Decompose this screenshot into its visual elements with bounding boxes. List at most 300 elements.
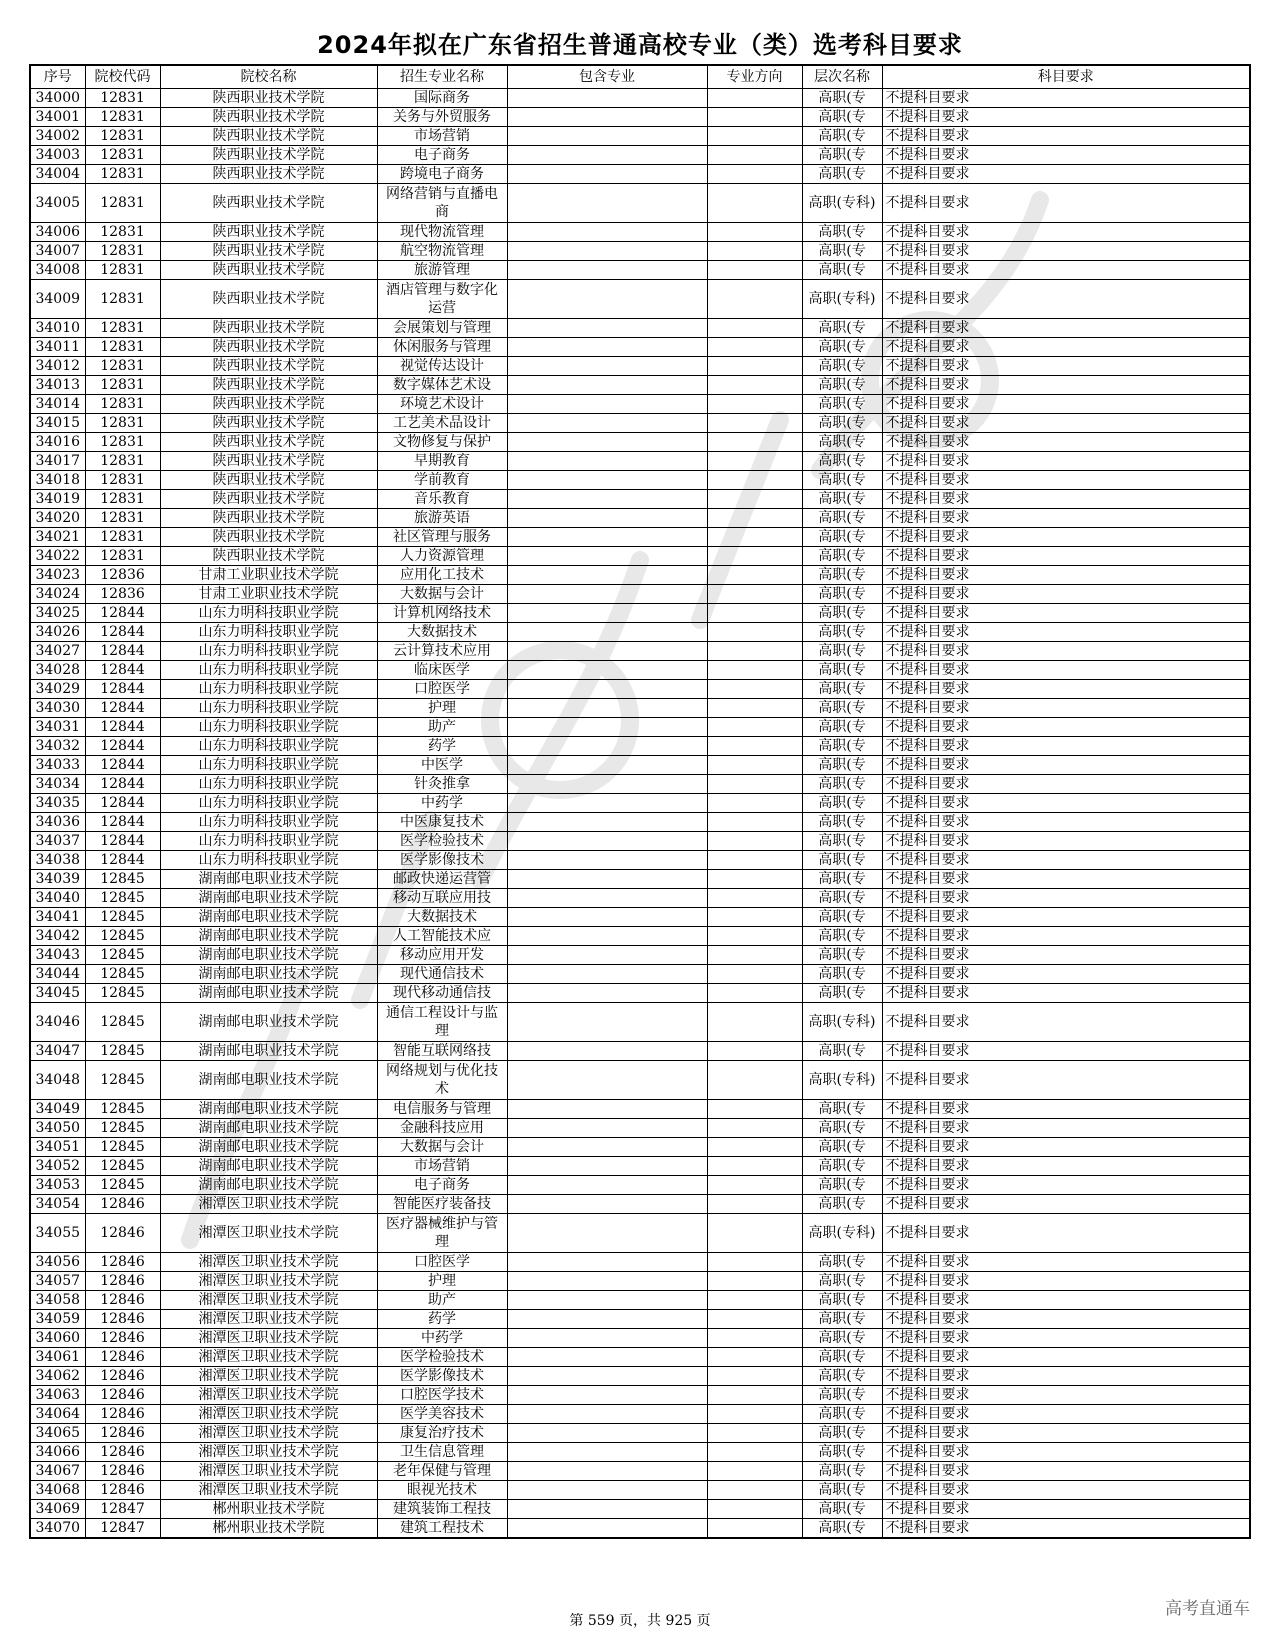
cell-major-direction xyxy=(707,280,802,319)
cell-major-name: 音乐教育 xyxy=(377,490,507,509)
cell-major-name: 中药学 xyxy=(377,794,507,813)
cell-subject-requirement: 不提科目要求 xyxy=(882,1424,1250,1443)
cell-major-direction xyxy=(707,490,802,509)
cell-index: 34038 xyxy=(30,851,85,870)
cell-school-name: 湖南邮电职业技术学院 xyxy=(160,1119,377,1138)
cell-major-name: 人力资源管理 xyxy=(377,547,507,566)
table-row xyxy=(30,184,1250,223)
cell-school-code: 12846 xyxy=(85,1424,160,1443)
cell-index: 34044 xyxy=(30,965,85,984)
cell-subject-requirement: 不提科目要求 xyxy=(882,261,1250,280)
cell-major-name: 医学检验技术 xyxy=(377,832,507,851)
cell-school-name: 陕西职业技术学院 xyxy=(160,395,377,414)
cell-included-majors xyxy=(507,1310,707,1329)
cell-school-code: 12831 xyxy=(85,547,160,566)
cell-school-code: 12846 xyxy=(85,1481,160,1500)
cell-major-direction xyxy=(707,1481,802,1500)
cell-subject-requirement: 不提科目要求 xyxy=(882,1386,1250,1405)
cell-included-majors xyxy=(507,319,707,338)
cell-index: 34030 xyxy=(30,699,85,718)
column-header-index: 序号 xyxy=(30,65,85,89)
cell-school-name: 山东力明科技职业学院 xyxy=(160,680,377,699)
cell-level: 高职(专 xyxy=(802,452,882,471)
cell-major-direction xyxy=(707,357,802,376)
table-row xyxy=(30,1443,1250,1462)
table-row xyxy=(30,1348,1250,1367)
cell-school-code: 12845 xyxy=(85,1176,160,1195)
cell-included-majors xyxy=(507,1214,707,1253)
cell-level: 高职(专 xyxy=(802,699,882,718)
cell-school-code: 12836 xyxy=(85,585,160,604)
cell-school-name: 湖南邮电职业技术学院 xyxy=(160,965,377,984)
table-row xyxy=(30,699,1250,718)
cell-school-name: 湖南邮电职业技术学院 xyxy=(160,1176,377,1195)
cell-index: 34031 xyxy=(30,718,85,737)
cell-level: 高职(专 xyxy=(802,528,882,547)
cell-subject-requirement: 不提科目要求 xyxy=(882,661,1250,680)
cell-major-direction xyxy=(707,1119,802,1138)
cell-index: 34023 xyxy=(30,566,85,585)
cell-major-direction xyxy=(707,319,802,338)
cell-school-code: 12846 xyxy=(85,1214,160,1253)
cell-major-direction xyxy=(707,756,802,775)
table-row xyxy=(30,108,1250,127)
cell-index: 34029 xyxy=(30,680,85,699)
cell-subject-requirement: 不提科目要求 xyxy=(882,1176,1250,1195)
cell-major-name: 大数据技术 xyxy=(377,623,507,642)
cell-included-majors xyxy=(507,1329,707,1348)
cell-included-majors xyxy=(507,509,707,528)
table-row xyxy=(30,832,1250,851)
cell-subject-requirement: 不提科目要求 xyxy=(882,452,1250,471)
cell-included-majors xyxy=(507,1291,707,1310)
cell-included-majors xyxy=(507,127,707,146)
cell-index: 34007 xyxy=(30,242,85,261)
table-row xyxy=(30,813,1250,832)
table-row xyxy=(30,1500,1250,1519)
cell-index: 34027 xyxy=(30,642,85,661)
cell-included-majors xyxy=(507,1272,707,1291)
cell-major-name: 云计算技术应用 xyxy=(377,642,507,661)
cell-major-name: 国际商务 xyxy=(377,89,507,108)
cell-major-name: 移动互联应用技 xyxy=(377,889,507,908)
cell-level: 高职(专 xyxy=(802,261,882,280)
cell-school-name: 陕西职业技术学院 xyxy=(160,261,377,280)
cell-school-name: 山东力明科技职业学院 xyxy=(160,661,377,680)
cell-major-direction xyxy=(707,1348,802,1367)
cell-major-direction xyxy=(707,851,802,870)
cell-school-code: 12845 xyxy=(85,946,160,965)
cell-subject-requirement: 不提科目要求 xyxy=(882,851,1250,870)
cell-index: 34042 xyxy=(30,927,85,946)
cell-school-name: 陕西职业技术学院 xyxy=(160,223,377,242)
cell-subject-requirement: 不提科目要求 xyxy=(882,1367,1250,1386)
cell-level: 高职(专 xyxy=(802,1272,882,1291)
cell-major-direction xyxy=(707,1500,802,1519)
cell-level: 高职(专 xyxy=(802,794,882,813)
cell-level: 高职(专 xyxy=(802,1195,882,1214)
cell-level: 高职(专 xyxy=(802,127,882,146)
cell-major-name: 现代通信技术 xyxy=(377,965,507,984)
cell-school-code: 12845 xyxy=(85,1061,160,1100)
cell-level: 高职(专 xyxy=(802,623,882,642)
cell-subject-requirement: 不提科目要求 xyxy=(882,775,1250,794)
cell-school-code: 12844 xyxy=(85,661,160,680)
cell-included-majors xyxy=(507,528,707,547)
cell-school-name: 湘潭医卫职业技术学院 xyxy=(160,1386,377,1405)
cell-school-code: 12831 xyxy=(85,433,160,452)
cell-index: 34017 xyxy=(30,452,85,471)
cell-major-direction xyxy=(707,1157,802,1176)
cell-major-name: 眼视光技术 xyxy=(377,1481,507,1500)
cell-included-majors xyxy=(507,433,707,452)
cell-subject-requirement: 不提科目要求 xyxy=(882,319,1250,338)
cell-level: 高职(专 xyxy=(802,1443,882,1462)
cell-school-code: 12831 xyxy=(85,108,160,127)
cell-school-name: 湖南邮电职业技术学院 xyxy=(160,1003,377,1042)
cell-subject-requirement: 不提科目要求 xyxy=(882,165,1250,184)
cell-level: 高职(专 xyxy=(802,376,882,395)
cell-school-code: 12846 xyxy=(85,1310,160,1329)
cell-school-name: 陕西职业技术学院 xyxy=(160,184,377,223)
table-row xyxy=(30,319,1250,338)
cell-subject-requirement: 不提科目要求 xyxy=(882,946,1250,965)
table-row xyxy=(30,1042,1250,1061)
cell-subject-requirement: 不提科目要求 xyxy=(882,509,1250,528)
table-row xyxy=(30,566,1250,585)
table-row xyxy=(30,661,1250,680)
cell-major-name: 市场营销 xyxy=(377,1157,507,1176)
cell-level: 高职(专 xyxy=(802,718,882,737)
cell-included-majors xyxy=(507,1119,707,1138)
cell-level: 高职(专 xyxy=(802,1329,882,1348)
cell-level: 高职(专 xyxy=(802,1100,882,1119)
cell-major-direction xyxy=(707,414,802,433)
table-row xyxy=(30,376,1250,395)
cell-major-direction xyxy=(707,718,802,737)
cell-index: 34062 xyxy=(30,1367,85,1386)
cell-major-name: 智能医疗装备技 xyxy=(377,1195,507,1214)
cell-major-name: 关务与外贸服务 xyxy=(377,108,507,127)
cell-subject-requirement: 不提科目要求 xyxy=(882,908,1250,927)
cell-school-code: 12831 xyxy=(85,528,160,547)
cell-subject-requirement: 不提科目要求 xyxy=(882,146,1250,165)
cell-included-majors xyxy=(507,280,707,319)
table-row xyxy=(30,1424,1250,1443)
cell-included-majors xyxy=(507,1061,707,1100)
cell-school-name: 陕西职业技术学院 xyxy=(160,319,377,338)
table-row xyxy=(30,490,1250,509)
cell-major-name: 建筑工程技术 xyxy=(377,1519,507,1539)
table-row xyxy=(30,794,1250,813)
cell-major-name: 会展策划与管理 xyxy=(377,319,507,338)
cell-major-direction xyxy=(707,908,802,927)
cell-school-name: 山东力明科技职业学院 xyxy=(160,756,377,775)
cell-school-code: 12844 xyxy=(85,623,160,642)
cell-index: 34046 xyxy=(30,1003,85,1042)
cell-included-majors xyxy=(507,184,707,223)
cell-major-direction xyxy=(707,889,802,908)
cell-subject-requirement: 不提科目要求 xyxy=(882,1119,1250,1138)
cell-included-majors xyxy=(507,680,707,699)
cell-included-majors xyxy=(507,490,707,509)
cell-level: 高职(专科) xyxy=(802,1003,882,1042)
cell-school-code: 12831 xyxy=(85,490,160,509)
cell-major-direction xyxy=(707,1405,802,1424)
brand-label: 高考直通车 xyxy=(1165,1599,1250,1619)
cell-school-name: 陕西职业技术学院 xyxy=(160,547,377,566)
cell-level: 高职(专 xyxy=(802,319,882,338)
cell-level: 高职(专 xyxy=(802,490,882,509)
cell-index: 34063 xyxy=(30,1386,85,1405)
cell-school-code: 12847 xyxy=(85,1500,160,1519)
table-header-row xyxy=(30,65,1250,89)
cell-included-majors xyxy=(507,889,707,908)
cell-school-name: 湖南邮电职业技术学院 xyxy=(160,946,377,965)
cell-included-majors xyxy=(507,794,707,813)
cell-included-majors xyxy=(507,1424,707,1443)
cell-subject-requirement: 不提科目要求 xyxy=(882,1272,1250,1291)
table-row xyxy=(30,165,1250,184)
cell-major-name: 中药学 xyxy=(377,1329,507,1348)
cell-school-name: 陕西职业技术学院 xyxy=(160,338,377,357)
cell-included-majors xyxy=(507,223,707,242)
table-row xyxy=(30,718,1250,737)
cell-major-name: 网络规划与优化技术 xyxy=(377,1061,507,1100)
cell-major-name: 应用化工技术 xyxy=(377,566,507,585)
table-row xyxy=(30,1253,1250,1272)
cell-major-name: 口腔医学技术 xyxy=(377,1386,507,1405)
cell-school-name: 湘潭医卫职业技术学院 xyxy=(160,1253,377,1272)
cell-school-code: 12844 xyxy=(85,775,160,794)
cell-school-name: 陕西职业技术学院 xyxy=(160,414,377,433)
cell-school-name: 山东力明科技职业学院 xyxy=(160,813,377,832)
cell-included-majors xyxy=(507,452,707,471)
cell-level: 高职(专 xyxy=(802,1424,882,1443)
cell-major-direction xyxy=(707,165,802,184)
cell-level: 高职(专 xyxy=(802,146,882,165)
cell-index: 34013 xyxy=(30,376,85,395)
cell-major-direction xyxy=(707,1253,802,1272)
cell-major-name: 医疗器械维护与管理 xyxy=(377,1214,507,1253)
cell-index: 34064 xyxy=(30,1405,85,1424)
cell-level: 高职(专 xyxy=(802,1310,882,1329)
table-row xyxy=(30,395,1250,414)
cell-school-code: 12831 xyxy=(85,280,160,319)
cell-school-code: 12831 xyxy=(85,146,160,165)
cell-index: 34026 xyxy=(30,623,85,642)
cell-subject-requirement: 不提科目要求 xyxy=(882,1253,1250,1272)
cell-major-direction xyxy=(707,1138,802,1157)
cell-subject-requirement: 不提科目要求 xyxy=(882,490,1250,509)
cell-school-code: 12845 xyxy=(85,965,160,984)
cell-included-majors xyxy=(507,1443,707,1462)
table-row xyxy=(30,357,1250,376)
cell-index: 34054 xyxy=(30,1195,85,1214)
cell-index: 34037 xyxy=(30,832,85,851)
cell-subject-requirement: 不提科目要求 xyxy=(882,832,1250,851)
cell-major-direction xyxy=(707,927,802,946)
cell-subject-requirement: 不提科目要求 xyxy=(882,1500,1250,1519)
cell-included-majors xyxy=(507,1519,707,1539)
cell-major-name: 口腔医学 xyxy=(377,1253,507,1272)
table-row xyxy=(30,1310,1250,1329)
cell-school-code: 12844 xyxy=(85,718,160,737)
cell-index: 34018 xyxy=(30,471,85,490)
cell-school-code: 12846 xyxy=(85,1291,160,1310)
cell-school-code: 12846 xyxy=(85,1348,160,1367)
cell-school-code: 12846 xyxy=(85,1405,160,1424)
cell-included-majors xyxy=(507,1481,707,1500)
column-header-major-direction: 专业方向 xyxy=(707,65,802,89)
cell-school-name: 陕西职业技术学院 xyxy=(160,376,377,395)
cell-school-name: 山东力明科技职业学院 xyxy=(160,604,377,623)
cell-school-code: 12845 xyxy=(85,1042,160,1061)
table-row xyxy=(30,1214,1250,1253)
cell-school-name: 湖南邮电职业技术学院 xyxy=(160,984,377,1003)
cell-major-name: 文物修复与保护 xyxy=(377,433,507,452)
table-row xyxy=(30,851,1250,870)
cell-included-majors xyxy=(507,870,707,889)
cell-subject-requirement: 不提科目要求 xyxy=(882,1138,1250,1157)
cell-school-name: 陕西职业技术学院 xyxy=(160,509,377,528)
cell-index: 34041 xyxy=(30,908,85,927)
cell-level: 高职(专 xyxy=(802,1157,882,1176)
cell-school-name: 山东力明科技职业学院 xyxy=(160,775,377,794)
cell-major-direction xyxy=(707,737,802,756)
cell-level: 高职(专 xyxy=(802,108,882,127)
cell-included-majors xyxy=(507,471,707,490)
cell-level: 高职(专 xyxy=(802,1500,882,1519)
cell-major-name: 社区管理与服务 xyxy=(377,528,507,547)
cell-subject-requirement: 不提科目要求 xyxy=(882,984,1250,1003)
cell-subject-requirement: 不提科目要求 xyxy=(882,1405,1250,1424)
cell-school-code: 12844 xyxy=(85,851,160,870)
cell-included-majors xyxy=(507,1157,707,1176)
cell-index: 34008 xyxy=(30,261,85,280)
cell-school-name: 陕西职业技术学院 xyxy=(160,433,377,452)
cell-subject-requirement: 不提科目要求 xyxy=(882,1214,1250,1253)
cell-level: 高职(专 xyxy=(802,813,882,832)
cell-major-direction xyxy=(707,376,802,395)
cell-index: 34024 xyxy=(30,585,85,604)
cell-index: 34070 xyxy=(30,1519,85,1539)
subject-requirements-table xyxy=(29,64,1251,1539)
cell-level: 高职(专 xyxy=(802,832,882,851)
cell-subject-requirement: 不提科目要求 xyxy=(882,699,1250,718)
cell-school-name: 湘潭医卫职业技术学院 xyxy=(160,1214,377,1253)
table-row xyxy=(30,509,1250,528)
cell-level: 高职(专科) xyxy=(802,1061,882,1100)
cell-major-direction xyxy=(707,1272,802,1291)
cell-index: 34002 xyxy=(30,127,85,146)
cell-major-direction xyxy=(707,585,802,604)
cell-included-majors xyxy=(507,737,707,756)
cell-level: 高职(专 xyxy=(802,471,882,490)
cell-major-name: 电子商务 xyxy=(377,1176,507,1195)
cell-included-majors xyxy=(507,718,707,737)
cell-included-majors xyxy=(507,984,707,1003)
cell-major-direction xyxy=(707,528,802,547)
cell-school-name: 郴州职业技术学院 xyxy=(160,1519,377,1539)
column-header-level: 层次名称 xyxy=(802,65,882,89)
cell-major-name: 通信工程设计与监理 xyxy=(377,1003,507,1042)
cell-school-code: 12831 xyxy=(85,395,160,414)
cell-school-code: 12846 xyxy=(85,1367,160,1386)
table-row xyxy=(30,870,1250,889)
cell-included-majors xyxy=(507,604,707,623)
table-row xyxy=(30,775,1250,794)
cell-subject-requirement: 不提科目要求 xyxy=(882,1061,1250,1100)
cell-included-majors xyxy=(507,756,707,775)
cell-included-majors xyxy=(507,699,707,718)
cell-major-name: 大数据技术 xyxy=(377,908,507,927)
cell-school-code: 12844 xyxy=(85,832,160,851)
table-row xyxy=(30,1367,1250,1386)
cell-included-majors xyxy=(507,1386,707,1405)
cell-school-name: 陕西职业技术学院 xyxy=(160,452,377,471)
cell-level: 高职(专科) xyxy=(802,184,882,223)
cell-school-name: 湖南邮电职业技术学院 xyxy=(160,1100,377,1119)
cell-major-name: 老年保健与管理 xyxy=(377,1462,507,1481)
cell-subject-requirement: 不提科目要求 xyxy=(882,1291,1250,1310)
cell-index: 34036 xyxy=(30,813,85,832)
cell-major-name: 网络营销与直播电商 xyxy=(377,184,507,223)
cell-major-direction xyxy=(707,1310,802,1329)
cell-level: 高职(专 xyxy=(802,604,882,623)
cell-included-majors xyxy=(507,1176,707,1195)
cell-included-majors xyxy=(507,1195,707,1214)
cell-major-direction xyxy=(707,146,802,165)
cell-included-majors xyxy=(507,242,707,261)
cell-index: 34065 xyxy=(30,1424,85,1443)
cell-school-name: 湘潭医卫职业技术学院 xyxy=(160,1367,377,1386)
cell-included-majors xyxy=(507,395,707,414)
cell-subject-requirement: 不提科目要求 xyxy=(882,184,1250,223)
cell-major-direction xyxy=(707,547,802,566)
table-row xyxy=(30,984,1250,1003)
cell-index: 34068 xyxy=(30,1481,85,1500)
cell-included-majors xyxy=(507,566,707,585)
cell-index: 34045 xyxy=(30,984,85,1003)
cell-major-direction xyxy=(707,1386,802,1405)
cell-school-name: 郴州职业技术学院 xyxy=(160,1500,377,1519)
table-row xyxy=(30,280,1250,319)
cell-school-name: 湘潭医卫职业技术学院 xyxy=(160,1481,377,1500)
cell-index: 34069 xyxy=(30,1500,85,1519)
cell-school-name: 陕西职业技术学院 xyxy=(160,165,377,184)
cell-index: 34032 xyxy=(30,737,85,756)
cell-school-name: 湘潭医卫职业技术学院 xyxy=(160,1329,377,1348)
cell-subject-requirement: 不提科目要求 xyxy=(882,1329,1250,1348)
cell-major-name: 护理 xyxy=(377,699,507,718)
cell-major-name: 药学 xyxy=(377,1310,507,1329)
cell-school-code: 12831 xyxy=(85,338,160,357)
table-row xyxy=(30,1157,1250,1176)
cell-school-code: 12846 xyxy=(85,1386,160,1405)
cell-level: 高职(专 xyxy=(802,908,882,927)
cell-major-direction xyxy=(707,1195,802,1214)
cell-index: 34033 xyxy=(30,756,85,775)
cell-level: 高职(专 xyxy=(802,1519,882,1539)
cell-index: 34052 xyxy=(30,1157,85,1176)
cell-major-name: 学前教育 xyxy=(377,471,507,490)
cell-major-name: 人工智能技术应 xyxy=(377,927,507,946)
cell-major-direction xyxy=(707,642,802,661)
cell-level: 高职(专 xyxy=(802,1367,882,1386)
cell-major-direction xyxy=(707,1443,802,1462)
cell-level: 高职(专 xyxy=(802,1481,882,1500)
